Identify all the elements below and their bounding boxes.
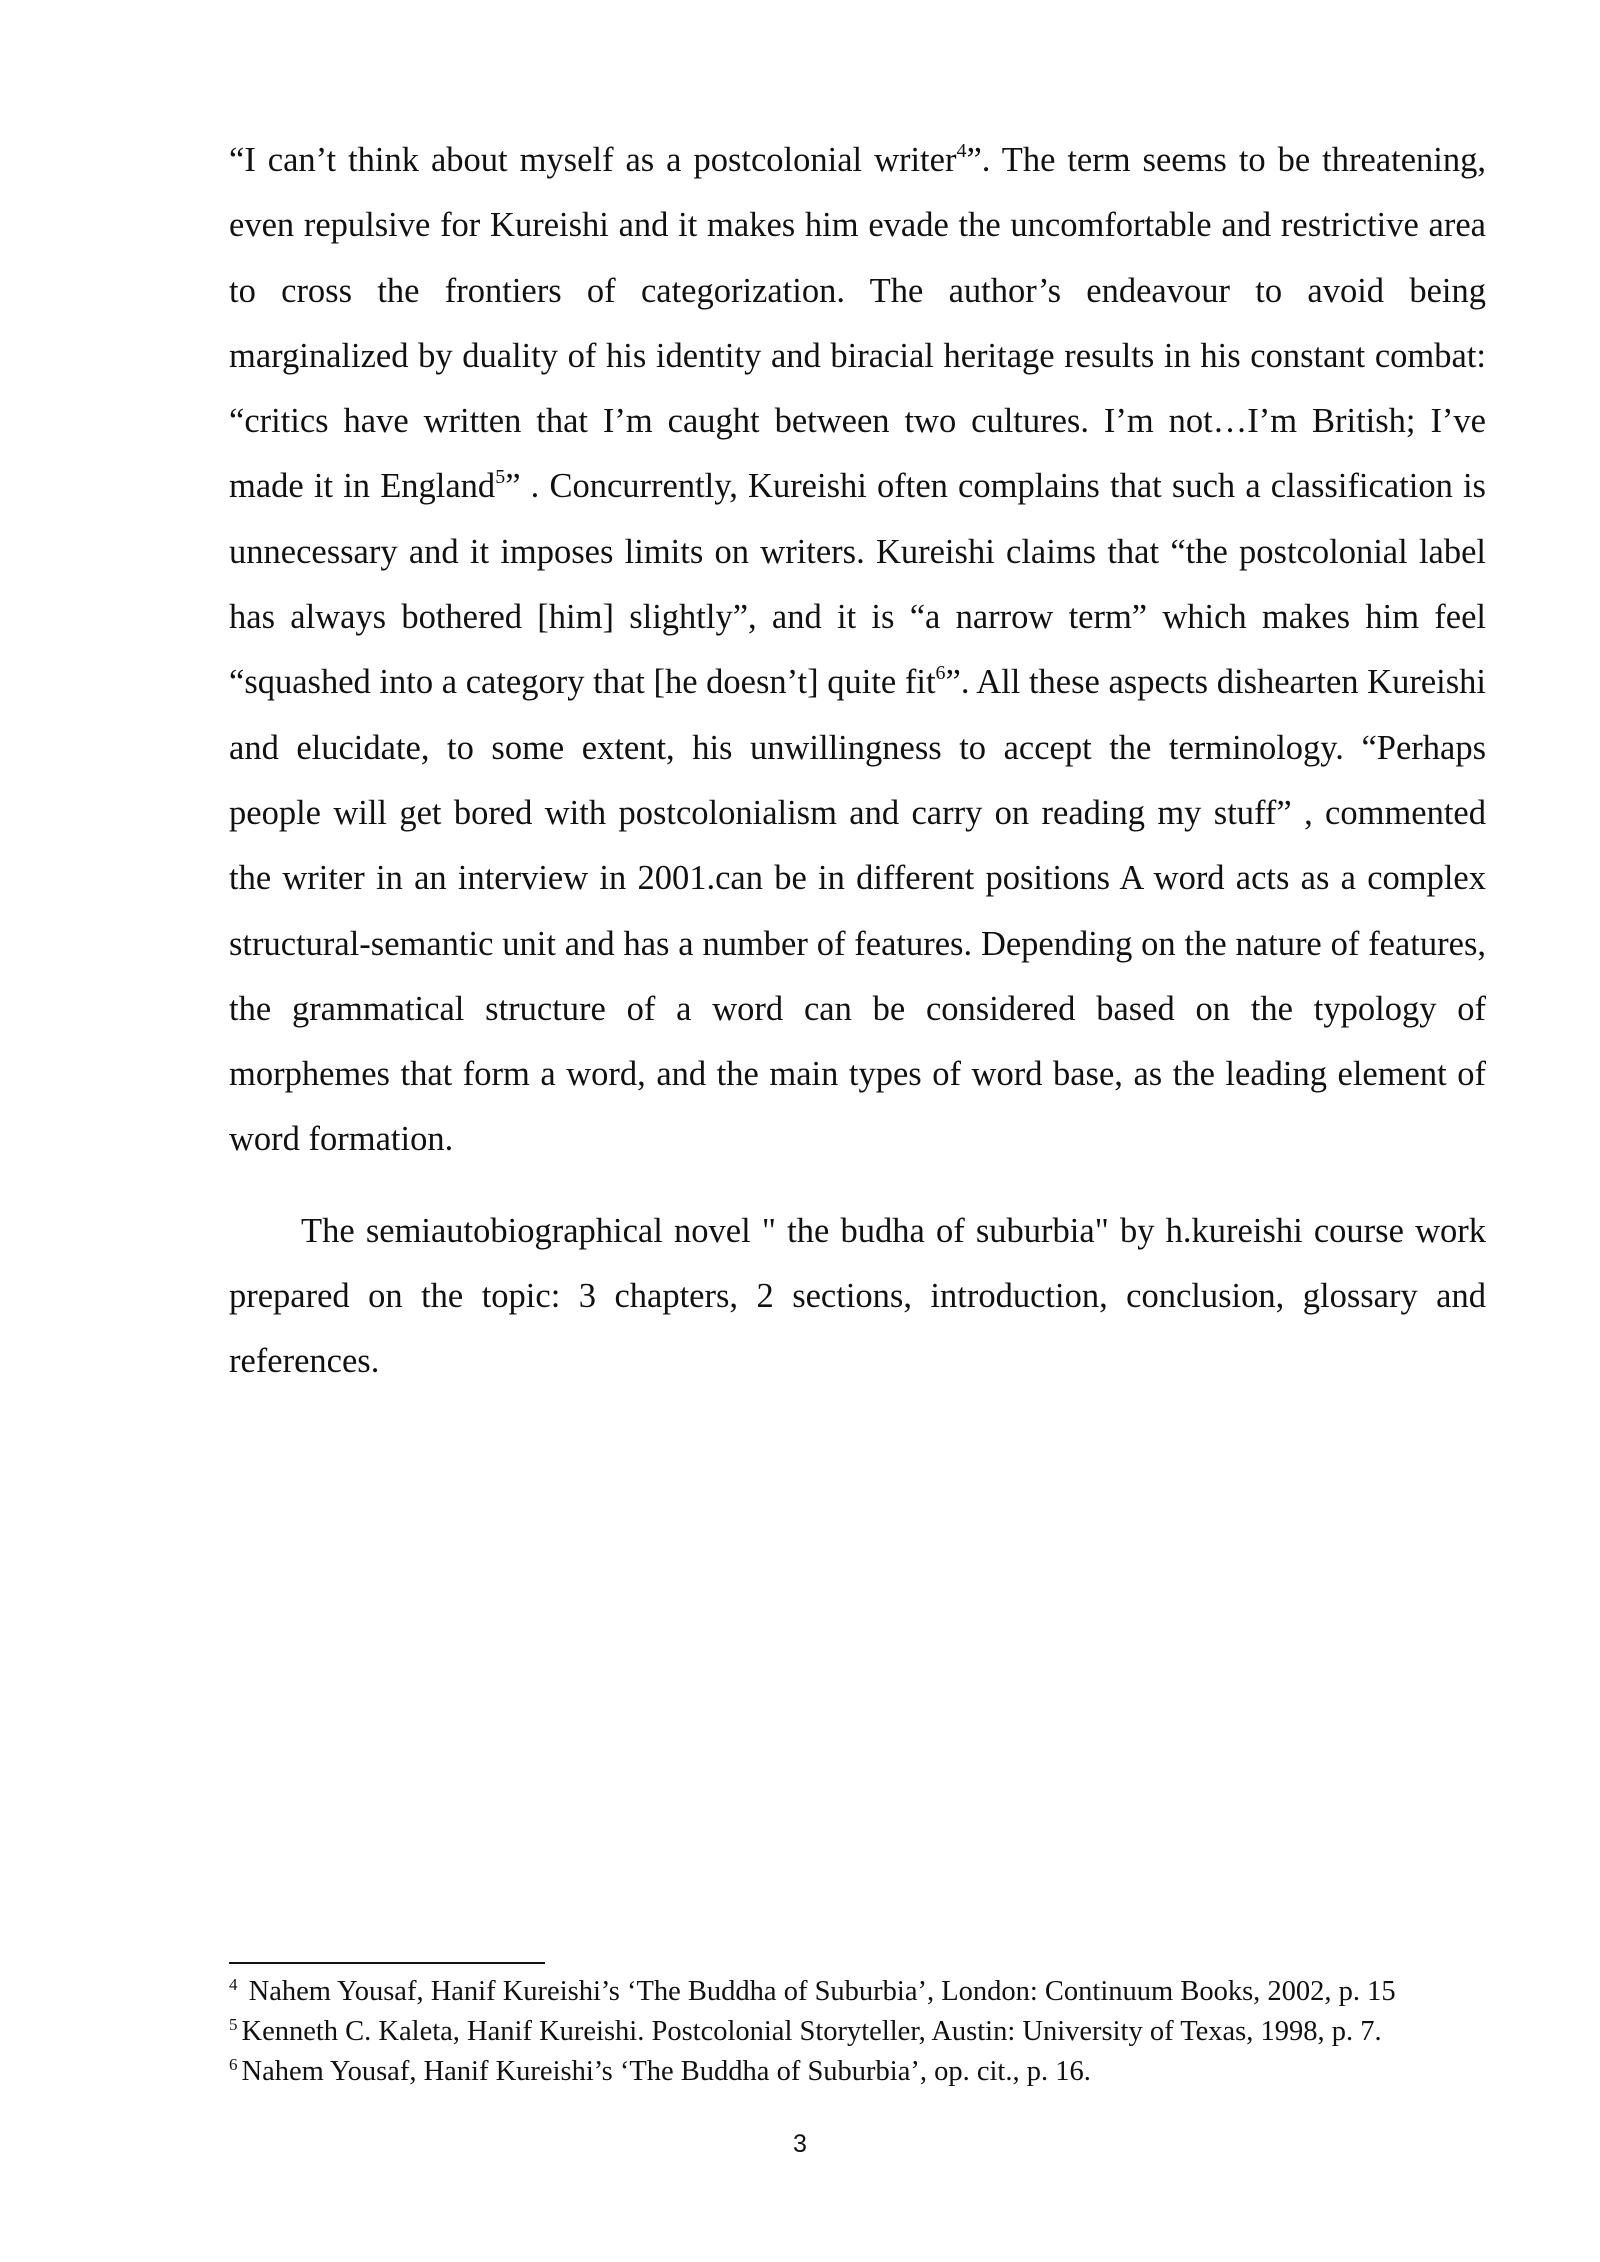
- footnote-separator: [229, 1962, 545, 1964]
- footnote-ref-5[interactable]: 5: [495, 465, 506, 488]
- footnote-text: Nahem Yousaf, Hanif Kureishi’s ‘The Buddha of Suburbia’, op. cit., p. 16.: [241, 2056, 1091, 2087]
- footnotes: [229, 1972, 1486, 2092]
- paragraph-1-text-a: “I can’t think about myself as a postcolonial writer: [229, 141, 957, 179]
- footnote-text: Nahem Yousaf, Hanif Kureishi’s ‘The Buddha of Suburbia’, London: Continuum Books, 2002, p. 15: [241, 1976, 1396, 2007]
- page-number: 3: [793, 2130, 807, 2158]
- footnote-number: 4: [229, 1974, 238, 1994]
- footnote-4: [229, 1972, 1486, 2012]
- footnote-text: Kenneth C. Kaleta, Hanif Kureishi. Postcolonial Storyteller, Austin: University of Texas, 1998, p. 7.: [241, 2016, 1382, 2047]
- paragraph-1: [229, 128, 1486, 1173]
- paragraph-1-text-c: ” . Concurrently, Kureishi often complains that such a classification is unnecessary and it imposes limits on writers. Kureishi claims that “the postcolonial label has always bothered [him] slightly”, and it is “a narrow term” which makes him feel “squashed into a category that [he doesn’t] quite fit: [229, 467, 1486, 702]
- footnote-6: [229, 2052, 1486, 2092]
- paragraph-1-text-b: ”. The term seems to be threatening, even repulsive for Kureishi and it makes him evade the uncomfortable and restrictive area to cross the frontiers of categorization. The author’s endeavour to avoid being marginalized by duality of his identity and biracial heritage results in his constant combat: “critics have written that I’m caught between two cultures. I’m not…I’m British; I’ve made it in England: [229, 141, 1486, 506]
- paragraph-1-text-d: ”. All these aspects dishearten Kureishi and elucidate, to some extent, his unwillingness to accept the terminology. “Perhaps people will get bored with postcolonialism and carry on reading my stuff” , commented the writer in an interview in 2001.can be in different positions A word acts as a complex structural-semantic unit and has a number of features. Depending on the nature of features, the grammatical structure of a word can be considered based on the typology of morphemes that form a word, and the main types of word base, as the leading element of word formation.: [229, 663, 1486, 1159]
- footnote-ref-4[interactable]: 4: [956, 139, 967, 162]
- footnote-ref-6[interactable]: 6: [935, 661, 946, 684]
- paragraph-2: The semiautobiographical novel " the budha of suburbia" by h.kureishi course work prepared on the topic: 3 chapters, 2 sections, introduction, conclusion, glossary and references.: [229, 1211, 1486, 1381]
- body-text: [229, 128, 1486, 1395]
- footnote-number: 5: [229, 2014, 238, 2034]
- footnote-number: 6: [229, 2054, 238, 2074]
- footnote-5: [229, 2012, 1486, 2052]
